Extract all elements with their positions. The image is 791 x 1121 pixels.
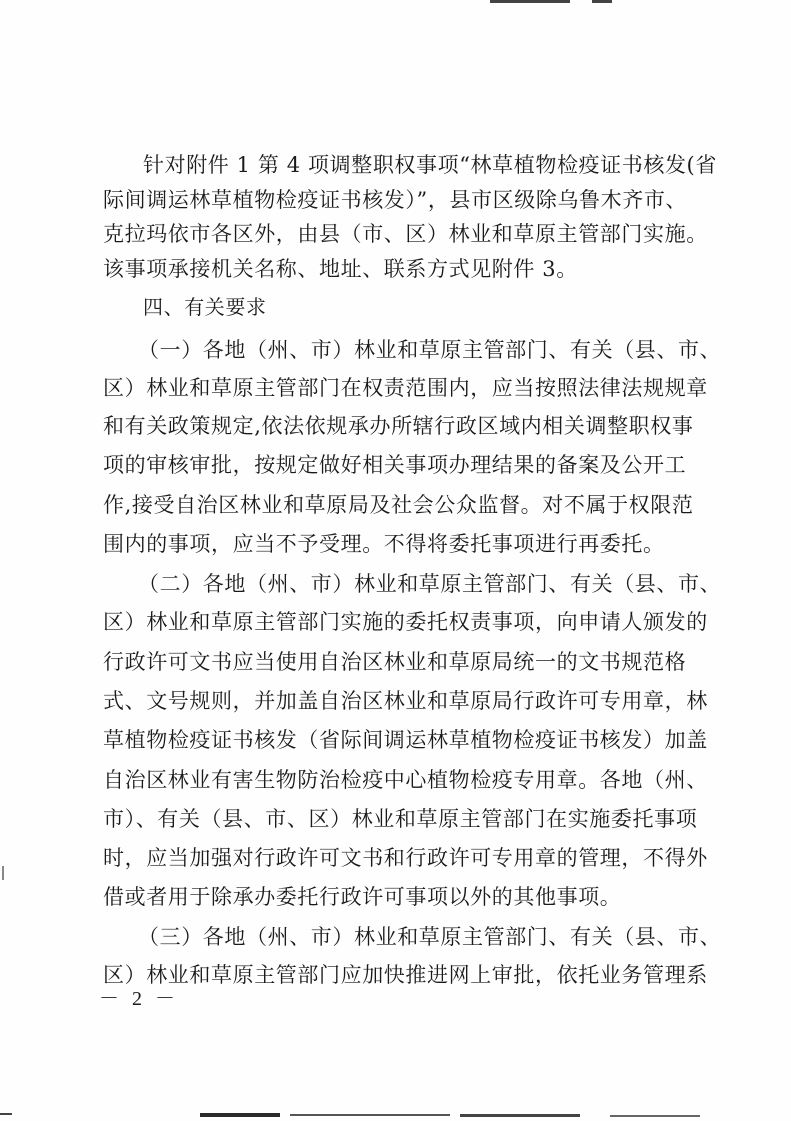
text-line: 区）林业和草原主管部门在权责范围内，应当按照法律法规规章 bbox=[103, 376, 708, 400]
scan-mark-bottom-4 bbox=[610, 1115, 700, 1117]
text-line: 克拉玛依市各区外，由县（市、区）林业和草原主管部门实施。 bbox=[103, 222, 708, 246]
text-line: 围内的事项，应当不予受理。不得将委托事项进行再委托。 bbox=[103, 532, 665, 556]
page-number: － 2 － bbox=[99, 988, 179, 1010]
text-line: 行政许可文书应当使用自治区林业和草原局统一的文书规范格 bbox=[103, 650, 687, 674]
text-line: 借或者用于除承办委托行政许可事项以外的其他事项。 bbox=[103, 885, 622, 909]
scan-mark-bottom bbox=[200, 1113, 280, 1117]
text-line: 区）林业和草原主管部门实施的委托权责事项，向申请人颁发的 bbox=[103, 610, 708, 634]
text-line: （一）各地（州、市）林业和草原主管部门、有关（县、市、 bbox=[138, 338, 722, 362]
scan-mark-top bbox=[490, 0, 570, 3]
text-line: （三）各地（州、市）林业和草原主管部门、有关（县、市、 bbox=[138, 925, 722, 949]
text-line: 作,接受自治区林业和草原局及社会公众监督。对不属于权限范 bbox=[103, 493, 694, 517]
scan-mark-top-right bbox=[592, 0, 612, 3]
text-line: 和有关政策规定,依法依规承办所辖行政区域内相关调整职权事 bbox=[103, 414, 694, 438]
text-line: 时，应当加强对行政许可文书和行政许可专用章的管理，不得外 bbox=[103, 846, 708, 870]
text-line: 区）林业和草原主管部门应加快推进网上审批，依托业务管理系 bbox=[103, 963, 708, 987]
text-line: （二）各地（州、市）林业和草原主管部门、有关（县、市、 bbox=[138, 572, 722, 596]
text-line: 项的审核审批，按规定做好相关事项办理结果的备案及公开工 bbox=[103, 453, 687, 477]
text-line: 草植物检疫证书核发（省际间调运林草植物检疫证书核发）加盖 bbox=[103, 728, 708, 752]
text-line: 际间调运林草植物检疫证书核发）”，县市区级除乌鲁木齐市、 bbox=[103, 188, 688, 212]
text-line: 自治区林业有害生物防治检疫中心植物检疫专用章。各地（州、 bbox=[103, 768, 708, 792]
scan-mark-margin bbox=[2, 866, 4, 880]
text-line: 该事项承接机关名称、地址、联系方式见附件 3。 bbox=[103, 257, 578, 281]
scan-mark-left bbox=[0, 1113, 12, 1115]
text-line: 针对附件 1 第 4 项调整职权事项“林草植物检疫证书核发(省 bbox=[143, 153, 717, 177]
text-line: 市）、有关（县、市、区）林业和草原主管部门在实施委托事项 bbox=[103, 807, 698, 831]
scan-mark-bottom-2 bbox=[290, 1114, 450, 1116]
text-line: 式、文号规则，并加盖自治区林业和草原局行政许可专用章，林 bbox=[103, 689, 708, 713]
section-heading: 四、有关要求 bbox=[143, 295, 267, 319]
scan-mark-bottom-3 bbox=[460, 1114, 580, 1117]
